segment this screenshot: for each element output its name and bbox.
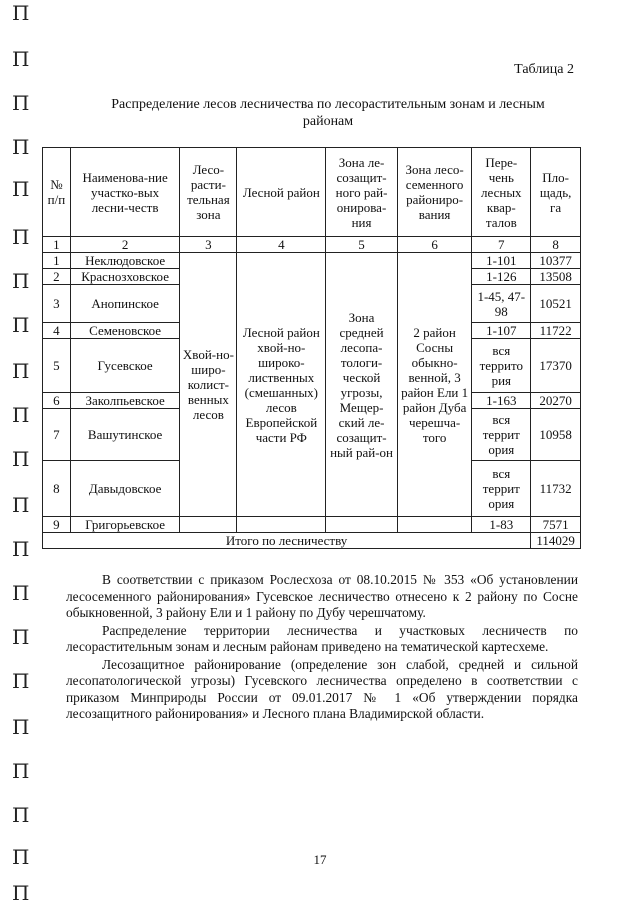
header-cell-zone: Лесо-расти-тельная зона	[180, 148, 237, 237]
row-number: 2	[43, 269, 71, 285]
margin-mark: П	[12, 537, 30, 561]
body-text	[66, 572, 578, 724]
table-header-row	[43, 148, 581, 237]
margin-mark: П	[12, 881, 30, 905]
table-row	[43, 253, 581, 269]
quarters-cell: 1-45, 47-98	[472, 285, 531, 323]
forest-zone-cell: Хвой-но-широ-колист-венных лесов	[180, 253, 237, 517]
empty-cell	[180, 517, 237, 533]
forestry-name: Гусевское	[70, 339, 180, 393]
margin-mark: П	[12, 403, 30, 427]
quarters-cell: 1-101	[472, 253, 531, 269]
quarters-cell: 1-126	[472, 269, 531, 285]
margin-mark: П	[12, 803, 30, 827]
area-cell: 11722	[531, 323, 581, 339]
margin-mark: П	[12, 91, 30, 115]
column-number: 2	[70, 237, 180, 253]
margin-mark: П	[12, 845, 30, 869]
margin-mark: П	[12, 225, 30, 249]
total-row	[43, 533, 581, 549]
margin-mark: П	[12, 625, 30, 649]
row-number: 3	[43, 285, 71, 323]
area-cell: 10521	[531, 285, 581, 323]
row-number: 4	[43, 323, 71, 339]
row-number: 9	[43, 517, 71, 533]
quarters-cell: вся террит ория	[472, 409, 531, 461]
total-label: Итого по лесничеству	[43, 533, 531, 549]
forestry-name: Анопинское	[70, 285, 180, 323]
column-number: 4	[237, 237, 326, 253]
margin-mark: П	[12, 135, 30, 159]
table-label: Таблица 2	[514, 62, 574, 77]
area-cell: 11732	[531, 461, 581, 517]
empty-cell	[237, 517, 326, 533]
empty-cell	[326, 517, 398, 533]
paragraph: В соответствии с приказом Рослесхоза от 08.10.2015 № 353 «Об установлении лесосеменного районирования» Гусевское лесничество отнесено к 2 району по Сосне обыкновенной, 3 району Ели и 1 району по Дубу черешчатому.	[66, 572, 578, 620]
forestry-name: Заколпьевское	[70, 393, 180, 409]
area-cell: 7571	[531, 517, 581, 533]
header-cell-quarters: Пере-чень лесных квар-талов	[472, 148, 531, 237]
quarters-cell: 1-163	[472, 393, 531, 409]
paragraph: Лесозащитное районирование (определение зон слабой, средней и сильной лесопатологической угрозы) Гусевского лесничества определено в соответствии с приказом Минприроды России от 09.01.2017 № 1 «Об утверждении порядка лесозащитного районирования» и Лесного плана Владимирской области.	[66, 656, 578, 721]
margin-mark: П	[12, 269, 30, 293]
protective-zone-cell: Зона средней лесопа-тологи-ческой угрозы, Мещер-ский ле-созащит-ный рай-он	[326, 253, 398, 517]
margin-mark: П	[12, 1, 30, 25]
margin-mark: П	[12, 759, 30, 783]
area-cell: 10377	[531, 253, 581, 269]
margin-mark: П	[12, 177, 30, 201]
header-cell-seed-zone: Зона лесо-семенного райониро-вания	[397, 148, 472, 237]
area-cell: 20270	[531, 393, 581, 409]
header-cell-number: № п/п	[43, 148, 71, 237]
margin-mark: П	[12, 493, 30, 517]
forest-region-cell: Лесной район хвой-но-широко-лиственных (смешанных) лесов Европейской части РФ	[237, 253, 326, 517]
area-cell: 13508	[531, 269, 581, 285]
quarters-cell: вся террит ория	[472, 461, 531, 517]
column-number-row	[43, 237, 581, 253]
area-cell: 10958	[531, 409, 581, 461]
forestry-name: Семеновское	[70, 323, 180, 339]
margin-mark: П	[12, 313, 30, 337]
column-number: 3	[180, 237, 237, 253]
page-number: 17	[313, 852, 327, 867]
row-number: 7	[43, 409, 71, 461]
column-number: 8	[531, 237, 581, 253]
row-number: 8	[43, 461, 71, 517]
margin-mark: П	[12, 581, 30, 605]
row-number: 5	[43, 339, 71, 393]
table-title: Распределение лесов лесничества по лесорастительным зонам и лесным районам	[111, 97, 545, 129]
quarters-cell: вся террито рия	[472, 339, 531, 393]
forestry-name: Неклюдовское	[70, 253, 180, 269]
total-area: 114029	[531, 533, 581, 549]
column-number: 6	[397, 237, 472, 253]
margin-mark: П	[12, 715, 30, 739]
column-number: 5	[326, 237, 398, 253]
header-cell-protective-zone: Зона ле-созащит-ного рай-онирова-ния	[326, 148, 398, 237]
margin-mark: П	[12, 447, 30, 471]
header-cell-area: Пло-щадь, га	[531, 148, 581, 237]
table-row	[43, 517, 581, 533]
paragraph: Распределение территории лесничества и участковых лесничеств по лесорастительным зонам и лесным районам приведено на тематической картесхеме.	[66, 622, 578, 654]
forestry-name: Григорьевское	[70, 517, 180, 533]
forestry-name: Краснозховское	[70, 269, 180, 285]
margin-mark: П	[12, 47, 30, 71]
forestry-name: Давыдовское	[70, 461, 180, 517]
empty-cell	[397, 517, 472, 533]
header-cell-name: Наименова-ние участко-вых лесни-честв	[70, 148, 180, 237]
seed-zone-cell: 2 район Сосны обыкно-венной, 3 район Ели 1 район Дуба черешча-того	[397, 253, 472, 517]
forestry-name: Вашутинское	[70, 409, 180, 461]
row-number: 6	[43, 393, 71, 409]
area-cell: 17370	[531, 339, 581, 393]
column-number: 7	[472, 237, 531, 253]
column-number: 1	[43, 237, 71, 253]
binding-marks	[12, 0, 34, 905]
margin-mark: П	[12, 669, 30, 693]
forest-distribution-table	[42, 147, 581, 549]
quarters-cell: 1-107	[472, 323, 531, 339]
quarters-cell: 1-83	[472, 517, 531, 533]
row-number: 1	[43, 253, 71, 269]
margin-mark: П	[12, 359, 30, 383]
header-cell-region: Лесной район	[237, 148, 326, 237]
